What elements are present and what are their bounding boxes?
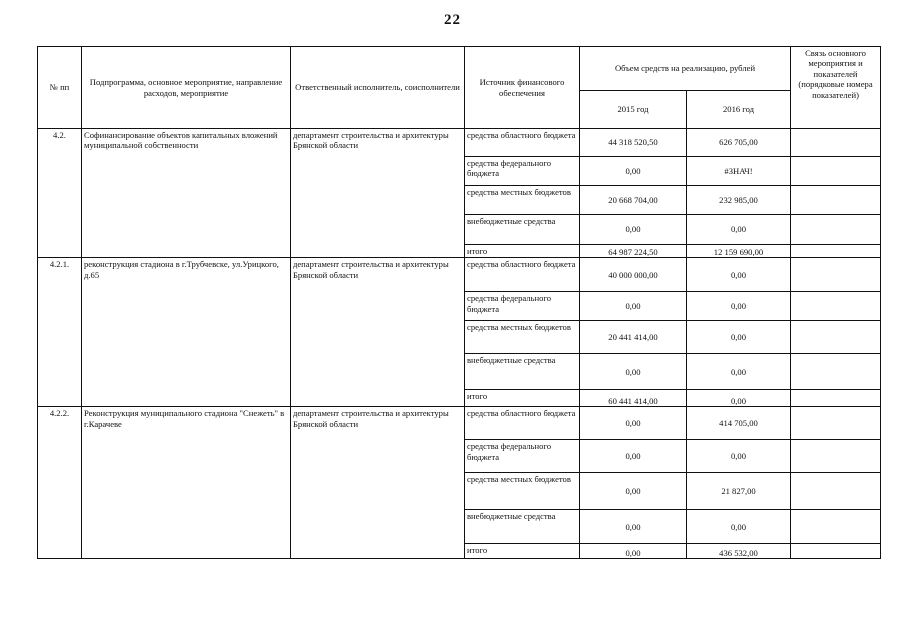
amount-2015: 0,00: [580, 510, 687, 544]
indicator-link: [791, 321, 881, 354]
indicator-link: [791, 473, 881, 510]
indicator-link: [791, 129, 881, 157]
amount-2016: 232 985,00: [687, 186, 791, 215]
amount-2015: 0,00: [580, 407, 687, 440]
header-volume: Объем средств на реализацию, рублей: [580, 47, 791, 91]
amount-2015: 0,00: [580, 215, 687, 245]
header-year-2016: 2016 год: [687, 91, 791, 129]
table-row: [38, 258, 881, 292]
funding-source: средства областного бюджета: [465, 407, 580, 440]
header-source: Источник финансового обеспечения: [465, 47, 580, 129]
amount-2016: 0,00: [687, 354, 791, 390]
funding-source: внебюджетные средства: [465, 354, 580, 390]
amount-2016: 0,00: [687, 440, 791, 473]
funding-source: средства федерального бюджета: [465, 292, 580, 321]
item-number: 4.2.2.: [38, 407, 82, 559]
funding-source: средства областного бюджета: [465, 258, 580, 292]
indicator-link: [791, 440, 881, 473]
total-2015: 0,00: [580, 544, 687, 559]
header-year-2015: 2015 год: [580, 91, 687, 129]
funding-source: средства федерального бюджета: [465, 157, 580, 186]
item-number: 4.2.1.: [38, 258, 82, 407]
item-name: Софинансирование объектов капитальных вложений муниципальной собственности: [82, 129, 291, 258]
table-body: [38, 129, 881, 559]
amount-2016: 21 827,00: [687, 473, 791, 510]
total-label: итого: [465, 390, 580, 407]
funding-source: средства областного бюджета: [465, 129, 580, 157]
item-executor: департамент строительства и архитектуры Брянской области: [291, 407, 465, 559]
total-label: итого: [465, 544, 580, 559]
amount-2015: 0,00: [580, 157, 687, 186]
header-program: Подпрограмма, основное мероприятие, направление расходов, мероприятие: [82, 47, 291, 129]
amount-2015: 20 441 414,00: [580, 321, 687, 354]
indicator-link: [791, 390, 881, 407]
indicator-link: [791, 292, 881, 321]
header-number: № пп: [38, 47, 82, 129]
funding-source: средства местных бюджетов: [465, 321, 580, 354]
amount-2015: 44 318 520,50: [580, 129, 687, 157]
indicator-link: [791, 544, 881, 559]
indicator-link: [791, 186, 881, 215]
funding-source: внебюджетные средства: [465, 215, 580, 245]
amount-2016: 0,00: [687, 258, 791, 292]
total-label: итого: [465, 245, 580, 258]
indicator-link: [791, 258, 881, 292]
table-row: [38, 407, 881, 440]
amount-2015: 40 000 000,00: [580, 258, 687, 292]
financing-table: [37, 46, 881, 559]
header-executor: Ответственный исполнитель, соисполнители: [291, 47, 465, 129]
amount-2016: 0,00: [687, 215, 791, 245]
indicator-link: [791, 407, 881, 440]
indicator-link: [791, 157, 881, 186]
amount-2016: 0,00: [687, 321, 791, 354]
amount-2015: 20 668 704,00: [580, 186, 687, 215]
funding-source: средства федерального бюджета: [465, 440, 580, 473]
item-name: реконструкция стадиона в г.Трубчевске, ул.Урицкого, д.65: [82, 258, 291, 407]
funding-source: средства местных бюджетов: [465, 473, 580, 510]
total-2016: 436 532,00: [687, 544, 791, 559]
amount-2015: 0,00: [580, 473, 687, 510]
total-2015: 60 441 414,00: [580, 390, 687, 407]
amount-2015: 0,00: [580, 440, 687, 473]
amount-2015: 0,00: [580, 354, 687, 390]
page-number: 22: [444, 12, 461, 28]
item-executor: департамент строительства и архитектуры Брянской области: [291, 258, 465, 407]
indicator-link: [791, 354, 881, 390]
item-number: 4.2.: [38, 129, 82, 258]
amount-2016: 414 705,00: [687, 407, 791, 440]
funding-source: средства местных бюджетов: [465, 186, 580, 215]
indicator-link: [791, 245, 881, 258]
item-name: Реконструкция муниципального стадиона "Снежеть" в г.Карачеве: [82, 407, 291, 559]
table-row: [38, 129, 881, 157]
indicator-link: [791, 510, 881, 544]
funding-source: внебюджетные средства: [465, 510, 580, 544]
total-2016: 0,00: [687, 390, 791, 407]
amount-2016: 0,00: [687, 510, 791, 544]
amount-2016: #ЗНАЧ!: [687, 157, 791, 186]
amount-2016: 626 705,00: [687, 129, 791, 157]
indicator-link: [791, 215, 881, 245]
header-link: Связь основного мероприятия и показателей (порядковые номера показателей): [791, 47, 881, 129]
item-executor: департамент строительства и архитектуры Брянской области: [291, 129, 465, 258]
total-2015: 64 987 224,50: [580, 245, 687, 258]
amount-2015: 0,00: [580, 292, 687, 321]
total-2016: 12 159 690,00: [687, 245, 791, 258]
amount-2016: 0,00: [687, 292, 791, 321]
